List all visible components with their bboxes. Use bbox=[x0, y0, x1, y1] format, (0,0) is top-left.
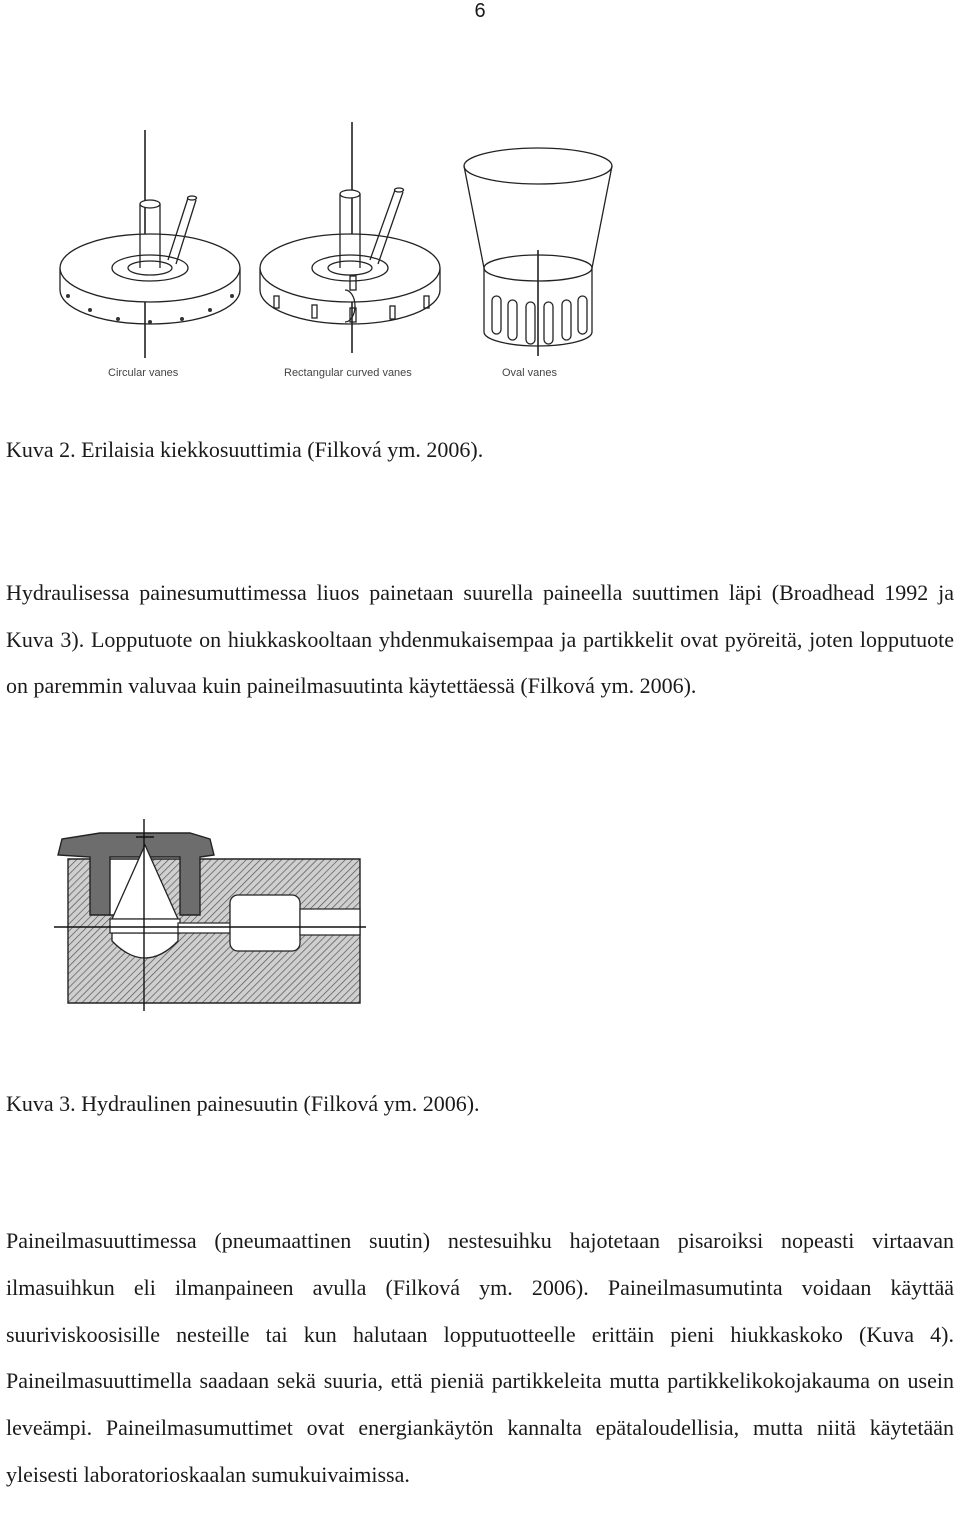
circular-vanes-disc bbox=[60, 130, 240, 358]
paragraph-pneumatic bbox=[6, 1218, 954, 1499]
paragraph-pneumatic-text: Paineilmasuuttimessa (pneumaattinen suutin) nestesuihku hajotetaan pisaroiksi nopeasti virtaavan ilmasuihkun eli ilmanpaineen avulla (Filková ym. 2006). Paineilmasumutinta voidaan käyttää suuriviskoosisille nesteille tai kun halutaan lopputuotteelle erittäin pieni hiukkaskoko (Kuva 4). Paineilmasuuttimella saadaan sekä suuria, että pieniä partikkeleita mutta partikkelikokojakauma on usein leveämpi. Paineilmasumuttimet ovat energiankäytön kannalta epätaloudellisia, mutta niitä käytetään yleisesti laboratorioskaalan sumukuivaimissa. bbox=[6, 1228, 954, 1487]
figure-2-caption: Kuva 2. Erilaisia kiekkosuuttimia (Filková ym. 2006). bbox=[6, 437, 484, 462]
label-circular-vanes: Circular vanes bbox=[108, 367, 179, 379]
page-number: 6 bbox=[474, 0, 486, 22]
oval-vanes-disc bbox=[464, 148, 612, 356]
label-oval-vanes: Oval vanes bbox=[502, 367, 558, 379]
disc-atomizers-figure bbox=[40, 118, 640, 388]
hydraulic-nozzle-figure bbox=[50, 815, 370, 1015]
rectangular-vanes-disc bbox=[260, 122, 440, 353]
paragraph-hydraulic bbox=[6, 570, 954, 710]
figure-3-caption: Kuva 3. Hydraulinen painesuutin (Filková ym. 2006). bbox=[6, 1091, 480, 1116]
paragraph-hydraulic-text: Hydraulisessa painesumuttimessa liuos painetaan suurella paineella suuttimen läpi (Broadhead 1992 ja Kuva 3). Lopputuote on hiukkaskooltaan yhdenmukaisempaa ja partikkelit ovat pyöreitä, joten lopputuote on paremmin valuvaa kuin paineilmasuutinta käytettäessä (Filková ym. 2006). bbox=[6, 580, 954, 699]
label-rectangular-vanes: Rectangular curved vanes bbox=[284, 367, 412, 379]
